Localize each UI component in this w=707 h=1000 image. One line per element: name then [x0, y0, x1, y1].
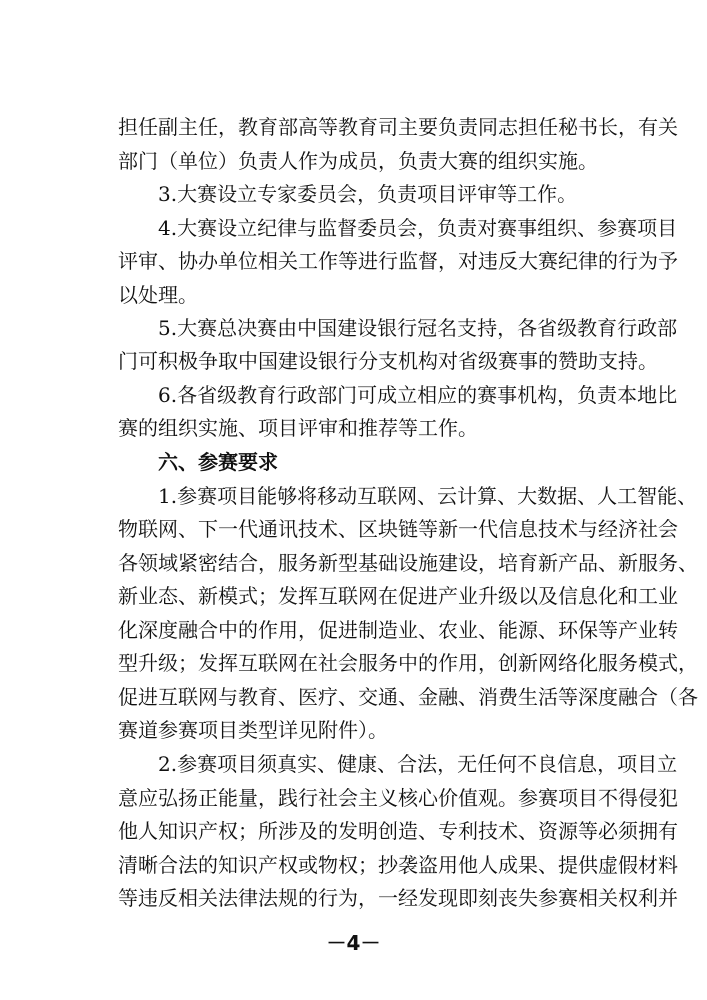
- paragraph-line: 5.大赛总决赛由中国建设银行冠名支持，各省级教育行政部: [158, 316, 678, 340]
- paragraph-line: 3.大赛设立专家委员会，负责项目评审等工作。: [158, 182, 578, 206]
- paragraph-line: 意应弘扬正能量，践行社会主义核心价值观。参赛项目不得侵犯: [118, 786, 678, 810]
- paragraph-line: 化深度融合中的作用，促进制造业、农业、能源、环保等产业转: [118, 618, 678, 642]
- section-heading: 六、参赛要求: [158, 450, 278, 474]
- paragraph-line: 等违反相关法律法规的行为，一经发现即刻丧失参赛相关权利并: [118, 886, 678, 910]
- paragraph-line: 4.大赛设立纪律与监督委员会，负责对赛事组织、参赛项目: [158, 216, 678, 240]
- paragraph-line: 门可积极争取中国建设银行分支机构对省级赛事的赞助支持。: [118, 349, 658, 373]
- paragraph-line: 6.各省级教育行政部门可成立相应的赛事机构，负责本地比: [158, 383, 678, 407]
- paragraph-line: 担任副主任，教育部高等教育司主要负责同志担任秘书长，有关: [118, 115, 678, 139]
- page-number: －4－: [326, 931, 381, 955]
- paragraph-line: 促进互联网与教育、医疗、交通、金融、消费生活等深度融合（各: [118, 685, 698, 709]
- paragraph-line: 新业态、新模式；发挥互联网在促进产业升级以及信息化和工业: [118, 584, 678, 608]
- paragraph-line: 2.参赛项目须真实、健康、合法，无任何不良信息，项目立: [158, 752, 678, 776]
- paragraph-line: 评审、协办单位相关工作等进行监督，对违反大赛纪律的行为予: [118, 249, 678, 273]
- paragraph-line: 赛的组织实施、项目评审和推荐等工作。: [118, 416, 478, 440]
- paragraph-line: 型升级；发挥互联网在社会服务中的作用，创新网络化服务模式，: [118, 651, 698, 675]
- paragraph-line: 赛道参赛项目类型详见附件）。: [118, 718, 388, 742]
- paragraph-line: 清晰合法的知识产权或物权；抄袭盗用他人成果、提供虚假材料: [118, 853, 678, 877]
- paragraph-line: 1.参赛项目能够将移动互联网、云计算、大数据、人工智能、: [158, 484, 698, 508]
- paragraph-line: 部门（单位）负责人作为成员，负责大赛的组织实施。: [118, 149, 598, 173]
- paragraph-line: 他人知识产权；所涉及的发明创造、专利技术、资源等必须拥有: [118, 819, 678, 843]
- paragraph-line: 物联网、下一代通讯技术、区块链等新一代信息技术与经济社会: [118, 517, 678, 541]
- paragraph-line: 各领域紧密结合，服务新型基础设施建设，培育新产品、新服务、: [118, 551, 698, 575]
- paragraph-line: 以处理。: [118, 283, 198, 307]
